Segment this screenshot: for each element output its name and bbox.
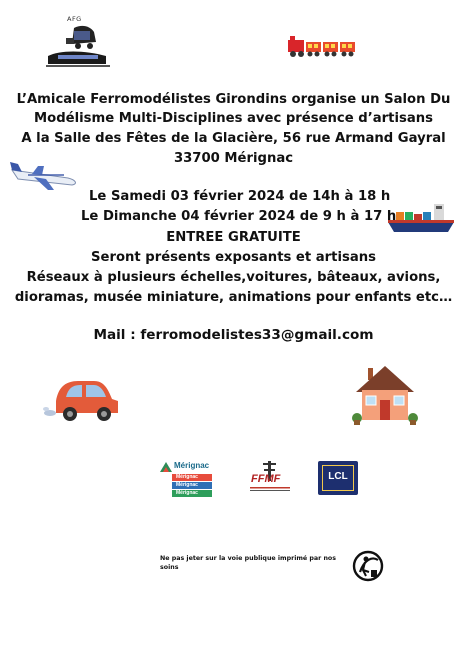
merignac-row-2: Mérignac — [172, 482, 212, 489]
heading-line-3: A la Salle des Fêtes de la Glacière, 56 rue Armand Gayral — [21, 131, 446, 146]
merignac-mark-icon — [160, 462, 172, 472]
do-not-litter-icon — [352, 550, 384, 582]
house-icon — [350, 360, 420, 426]
merignac-logo — [160, 460, 224, 500]
details-line-2: Réseaux à plusieurs échelles,voitures, bâteaux, avions, — [26, 270, 441, 285]
footer-note: Ne pas jeter sur la voie publique imprimé par nos soins — [160, 555, 337, 571]
heading-line-4: 33700 Mérignac — [173, 151, 294, 166]
details-line-1: Seront présents exposants et artisans — [91, 250, 376, 265]
train-logo-icon — [44, 22, 112, 72]
sunday-schedule: Le Dimanche 04 février 2024 de 9 h à 17 h — [81, 209, 397, 224]
entry-text: ENTREE GRATUITE — [166, 230, 301, 245]
merignac-logo-label: Mérignac — [174, 461, 210, 470]
toy-train-icon — [286, 32, 358, 62]
contact-email[interactable]: Mail : ferromodelistes33@gmail.com — [93, 327, 374, 343]
merignac-row-3: Mérignac — [172, 490, 212, 497]
merignac-row-1: Mérignac — [172, 474, 212, 481]
saturday-schedule: Le Samedi 03 février 2024 de 14h à 18 h — [89, 189, 391, 204]
lcl-logo-label: LCL — [328, 471, 348, 482]
heading-line-2: Modélisme Multi-Disciplines avec présence d’artisans — [34, 111, 433, 126]
details-line-3: dioramas, musée miniature, animations pour enfants etc… — [14, 290, 453, 305]
airplane-icon — [8, 158, 80, 194]
heading-line-1: L’Amicale Ferromodélistes Girondins organise un Salon Du — [16, 92, 451, 107]
lcl-logo — [318, 461, 358, 495]
ffmf-logo-label: FFMF — [251, 473, 281, 485]
car-icon — [42, 377, 122, 423]
afg-logo-label: AFG — [67, 15, 82, 23]
ffmf-logo — [248, 461, 292, 495]
